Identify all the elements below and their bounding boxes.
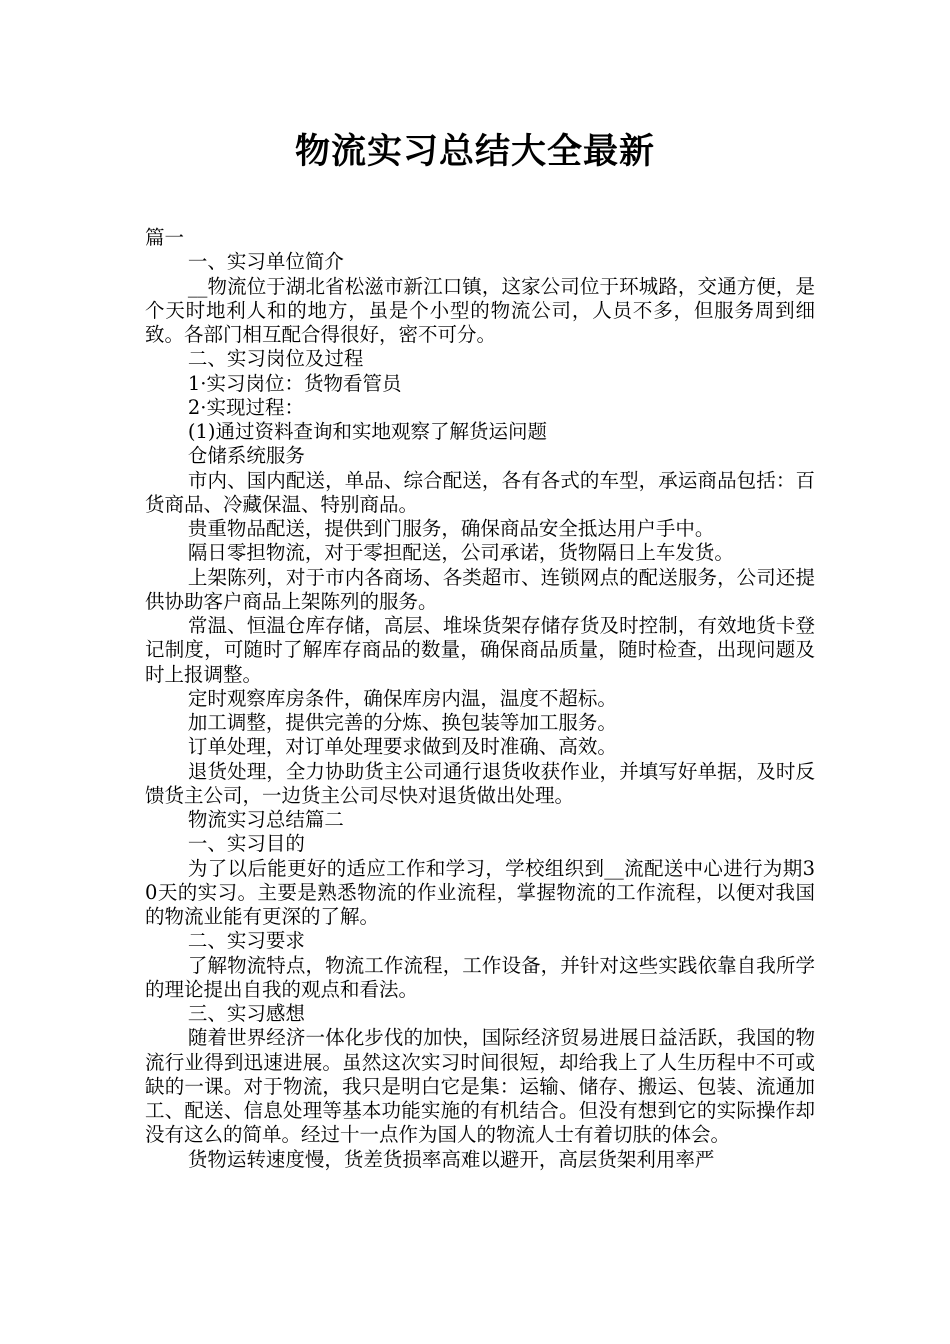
paragraph: 物流实习总结篇二 [187,808,344,831]
paragraph: 隔日零担物流，对于零担配送，公司承诺，货物隔日上车发货。 [187,541,734,565]
paragraph: 了解物流特点，物流工作流程，工作设备，并针对这些实践依靠自我所学的理论提出自我的观点和看法。 [145,953,815,1001]
paragraph: 为了以后能更好的适应工作和学习，学校组织到__流配送中心进行为期30天的实习。主要是熟悉物流的作业流程，掌握物流的工作流程，以便对我国的物流业能有更深的了解。 [145,856,815,928]
paragraph: 一、实习目的 [187,832,305,856]
paragraph: 仓储系统服务 [187,444,305,468]
paragraph: 三、实习感想 [187,1002,305,1025]
paragraph: 常温、恒温仓库存储，高层、堆垛货架存储存货及时控制，有效地货卡登记制度，可随时了解库存商品的数量，确保商品质量，随时检查，出现问题及时上报调整。 [145,614,815,686]
paragraph: 二、实习岗位及过程 [187,347,364,371]
paragraph: 一、实习单位简介 [187,250,344,274]
paragraph: 退货处理，全力协助货主公司通行退货收获作业，并填写好单据，及时反馈货主公司，一边货主公司尽快对退货做出处理。 [145,759,815,807]
paragraph: 市内、国内配送，单品、综合配送，各有各式的车型，承运商品包括：百货商品、冷藏保温、特别商品。 [145,468,815,516]
paragraph: 定时观察库房条件，确保库房内温，温度不超标。 [187,686,617,710]
paragraph: 加工调整，提供完善的分炼、换包装等加工服务。 [187,711,617,734]
paragraph: 上架陈列，对于市内各商场、各类超市、连锁网点的配送服务，公司还提供协助客户商品上架陈列的服务。 [145,565,815,613]
paragraph: 2·实现过程： [187,395,304,419]
document-body [145,226,815,1172]
paragraph: 篇一 [145,226,185,249]
document-title: 物流实习总结大全最新 [294,132,655,172]
paragraph: 随着世界经济一体化步伐的加快，国际经济贸易进展日益活跃，我国的物流行业得到迅速进展。虽然这次实习时间很短，却给我上了人生历程中不可或缺的一课。对于物流，我只是明白它是集：运输、储存、搬运、包装、流通加工、配送、信息处理等基本功能实施的有机结合。但没有想到它的实际操作却没有这么的简单。经过十一点作为国人的物流人士有着切肤的体会。 [145,1026,815,1147]
paragraph: __物流位于湖北省松滋市新江口镇，这家公司位于环城路，交通方便，是个天时地利人和的地方，虽是个小型的物流公司，人员不多，但服务周到细致。各部门相互配合得很好，密不可分。 [145,274,815,346]
paragraph: 1·实习岗位：货物看管员 [187,371,402,395]
paragraph: 订单处理，对订单处理要求做到及时准确、高效。 [187,735,617,759]
paragraph: (1)通过资料查询和实地观察了解货运问题 [187,420,548,443]
paragraph: 贵重物品配送，提供到门服务，确保商品安全抵达用户手中。 [187,517,715,540]
paragraph: 二、实习要求 [187,929,305,953]
paragraph: 货物运转速度慢，货差货损率高难以避开，高层货架利用率严 [187,1147,715,1171]
